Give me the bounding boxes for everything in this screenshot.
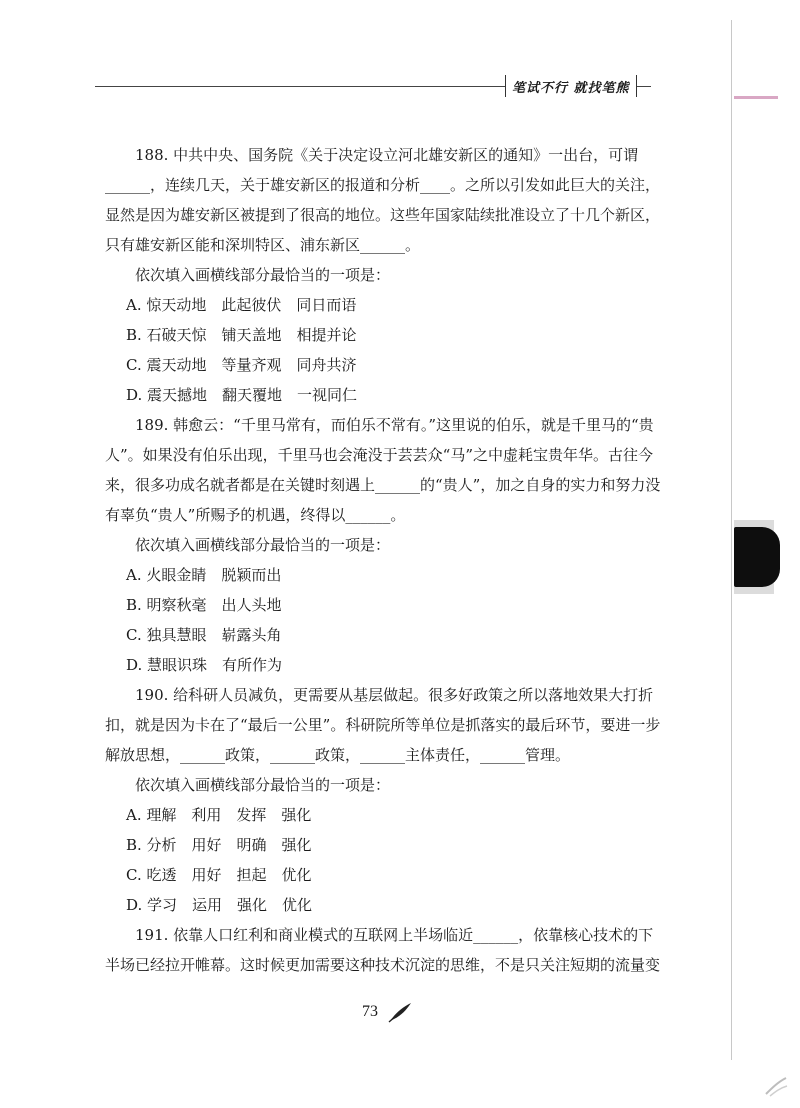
question-188 (105, 140, 661, 410)
question-stem: 189. 韩愈云：“千里马常有，而伯乐不常有。”这里说的伯乐，就是千里马的“贵人”。如果没有伯乐出现，千里马也会淹没于芸芸众“马”之中虚耗宝贵年华。古往今来，很多功成名就者都是在关键时刻遇上______的“贵人”，加之自身的实力和努力没有辜负“贵人”所赐予的机遇，终得以______。 (105, 416, 661, 524)
option-a: A. 惊天动地 此起彼伏 同日而语 (126, 296, 357, 314)
question-list (105, 140, 661, 980)
page-edge-mark (734, 96, 778, 99)
header-rule-tail (637, 86, 651, 87)
question-190 (105, 680, 661, 920)
question-prompt: 依次填入画横线部分最恰当的一项是： (135, 266, 391, 284)
option-d: D. 震天撼地 翻天覆地 一视同仁 (126, 386, 358, 404)
page-number: 73 (362, 1003, 378, 1020)
header-tagline: 笔试不行 就找笔熊 (505, 75, 637, 97)
option-c: C. 吃透 用好 担起 优化 (126, 866, 312, 884)
option-a: A. 理解 利用 发挥 强化 (126, 806, 312, 824)
quill-icon (387, 1000, 413, 1024)
option-b: B. 石破天惊 铺天盖地 相提并论 (126, 326, 357, 344)
question-prompt: 依次填入画横线部分最恰当的一项是： (135, 536, 391, 554)
option-b: B. 明察秋毫 出人头地 (126, 596, 282, 614)
option-c: C. 独具慧眼 崭露头角 (126, 626, 282, 644)
option-d: D. 学习 运用 强化 优化 (126, 896, 313, 914)
option-c: C. 震天动地 等量齐观 同舟共济 (126, 356, 357, 374)
question-stem: 190. 给科研人员减负，更需要从基层做起。很多好政策之所以落地效果大打折扣，就是因为卡在了“最后一公里”。科研院所等单位是抓落实的最后环节，要进一步解放思想，______政策，______政策，______主体责任，______管理。 (105, 686, 661, 764)
page-edge-rule (731, 20, 732, 1060)
question-191 (105, 920, 661, 980)
header-rule (95, 86, 505, 87)
question-prompt: 依次填入画横线部分最恰当的一项是： (135, 776, 391, 794)
option-d: D. 慧眼识珠 有所作为 (126, 656, 283, 674)
corner-mark-icon (760, 1070, 790, 1100)
option-a: A. 火眼金睛 脱颖而出 (126, 566, 282, 584)
option-b: B. 分析 用好 明确 强化 (126, 836, 312, 854)
question-189 (105, 410, 661, 680)
question-stem: 188. 中共中央、国务院《关于决定设立河北雄安新区的通知》一出台，可谓______，连续几天，关于雄安新区的报道和分析____。之所以引发如此巨大的关注，显然是因为雄安新区被提到了很高的地位。这些年国家陆续批准设立了十几个新区，只有雄安新区能和深圳特区、浦东新区______。 (105, 146, 661, 254)
thumb-index-tab (734, 527, 780, 587)
question-stem: 191. 依靠人口红利和商业模式的互联网上半场临近______，依靠核心技术的下半场已经拉开帷幕。这时候更加需要这种技术沉淀的思维，不是只关注短期的流量变 (105, 926, 661, 974)
